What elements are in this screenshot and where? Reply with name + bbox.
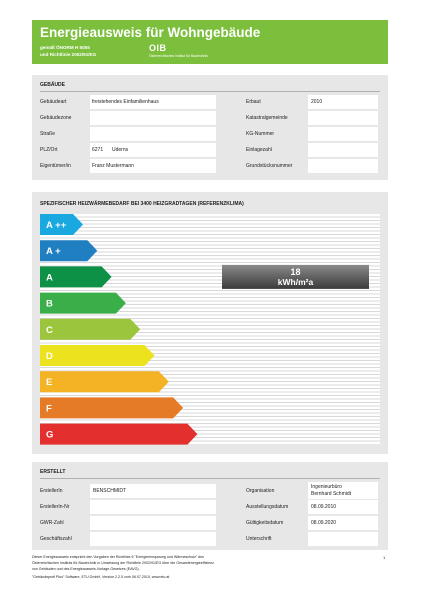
value-gebaeudeart: freistehendes Einfamilienhaus (92, 99, 159, 105)
field-einlagezahl (308, 143, 378, 157)
label-gueltigkeitsdatum: Gültigkeitsdatum (246, 520, 284, 526)
label-gebaeudezone: Gebäudezone (40, 115, 72, 121)
label-organisation: Organisation (246, 488, 275, 494)
footer-legal-line2: Österreichischen Instituts für Bautechnik in Umsetzung der Richtlinie 2002/91/EG über die Gesamtenergieeffizienz (32, 561, 214, 565)
page-number: 1 (383, 555, 386, 560)
energy-class-bar-6 (40, 345, 155, 366)
field-unterschrift (308, 532, 378, 546)
field-erstellerin-nr (90, 500, 216, 514)
label-plz-ort: PLZ/Ort (40, 147, 58, 153)
creator-panel (32, 462, 388, 550)
energy-class-bar-5 (40, 319, 140, 340)
energy-class-label-8: F (46, 403, 52, 415)
footer-software-credit: "Gebäudeprofi Plus" Software, ETU GmbH, Version 2.2.5 vom 06.07.2010, www.etu.at (32, 575, 170, 579)
field-organisation (308, 482, 378, 499)
label-strasse: Straße (40, 131, 56, 137)
field-kg-nummer (308, 127, 378, 141)
energy-class-bar-9 (40, 424, 197, 445)
energy-class-bar-7 (40, 371, 169, 392)
energy-class-label-4: B (46, 298, 53, 310)
field-gueltigkeitsdatum (308, 516, 378, 530)
value-gueltigkeitsdatum: 08.09.2020 (311, 520, 337, 526)
label-kg-nummer: KG-Nummer (246, 131, 275, 137)
energy-value-unit: kWh/m²a (277, 276, 314, 287)
oib-logo (149, 43, 209, 61)
header-banner (32, 20, 388, 64)
label-erstellerin-nr: ErstellerIn-Nr (40, 504, 70, 510)
label-eigentuemer: Eigentümer/in (40, 163, 71, 169)
field-strasse (90, 127, 216, 141)
footer-legal-line3: von Gebäuden und des Energieausweis-Vorlage-Gesetzes (EAVG). (32, 567, 140, 571)
value-erbaut: 2010 (311, 99, 323, 105)
value-organisation-line1: Ingenieurbüro (311, 484, 342, 490)
field-gwr-zahl (90, 516, 216, 530)
energy-class-label-6: D (46, 351, 53, 362)
value-eigentuemer: Franz Mustermann (92, 163, 134, 169)
panel-divider (40, 478, 380, 479)
value-plz: 6271 (92, 147, 104, 153)
panel-divider (40, 91, 380, 92)
field-erbaut (308, 95, 378, 109)
creator-panel-title: ERSTELLT (40, 469, 66, 475)
field-geschaeftszahl (90, 532, 216, 546)
label-ausstellungsdatum: Ausstellungsdatum (246, 504, 289, 510)
label-gebaeudeart: Gebäudeart (40, 99, 67, 105)
field-katastralgemeinde (308, 111, 378, 125)
energy-class-bar-4 (40, 293, 126, 314)
label-unterschrift: Unterschrift (246, 536, 272, 542)
value-ausstellungsdatum: 08.09.2010 (311, 504, 337, 510)
value-erstellerin: BENSCHMIDT (93, 488, 127, 494)
energy-class-bar-8 (40, 397, 183, 418)
label-grundstuecksnummer: Grundstücksnummer (246, 163, 293, 169)
norm-reference: gemäß ÖNORM H 5055 (40, 45, 90, 50)
footer-legal-line1: Dieser Energieausweis entspricht den Vorgaben der Richtlinie 6 "Energieeinsparung und Wärmeschutz" des (32, 555, 204, 559)
label-geschaeftszahl: Geschäftszahl (40, 536, 72, 542)
field-grundstuecksnummer (308, 159, 378, 173)
label-gwr-zahl: GWR-Zahl (40, 520, 64, 526)
field-gebaeudeart (90, 95, 216, 109)
field-erstellerin (90, 484, 216, 498)
building-panel (32, 75, 388, 180)
energy-value-number: 18 (290, 266, 301, 277)
energy-value-badge (222, 265, 369, 289)
energy-class-label-9: G (46, 429, 54, 441)
energy-class-chart (32, 192, 388, 454)
energy-class-label-7: E (46, 377, 53, 389)
field-plz-ort (90, 143, 216, 157)
value-ort: Uderns (112, 147, 129, 153)
energy-chart-panel (32, 192, 388, 454)
label-erstellerin: ErstellerIn (40, 488, 63, 494)
energy-class-label-1: A ++ (46, 220, 67, 231)
energy-class-label-5: C (46, 324, 53, 336)
field-gebaeudezone (90, 111, 216, 125)
energy-class-label-3: A (46, 272, 53, 284)
directive-reference: und Richtlinie 2002/91/EG (40, 52, 97, 57)
label-katastralgemeinde: Katastralgemeinde (246, 115, 288, 121)
field-ausstellungsdatum (308, 500, 378, 514)
document-title: Energieausweis für Wohngebäude (40, 25, 261, 40)
energy-class-label-2: A + (46, 246, 61, 258)
field-eigentuemer (90, 159, 216, 173)
chart-title: SPEZIFISCHER HEIZWÄRMEBEDARF BEI 3400 HEIZGRADTAGEN (REFERENZKLIMA) (40, 201, 244, 207)
value-organisation-line2: Bernhard Schmidt (311, 491, 352, 497)
oib-logo-text: Österreichisches Institut für Bautechnik (149, 54, 208, 58)
label-erbaut: Erbaut (246, 99, 261, 105)
label-einlagezahl: Einlagezahl (246, 147, 272, 153)
building-panel-title: GEBÄUDE (40, 82, 66, 88)
oib-logo-mark: OIB (149, 43, 167, 53)
